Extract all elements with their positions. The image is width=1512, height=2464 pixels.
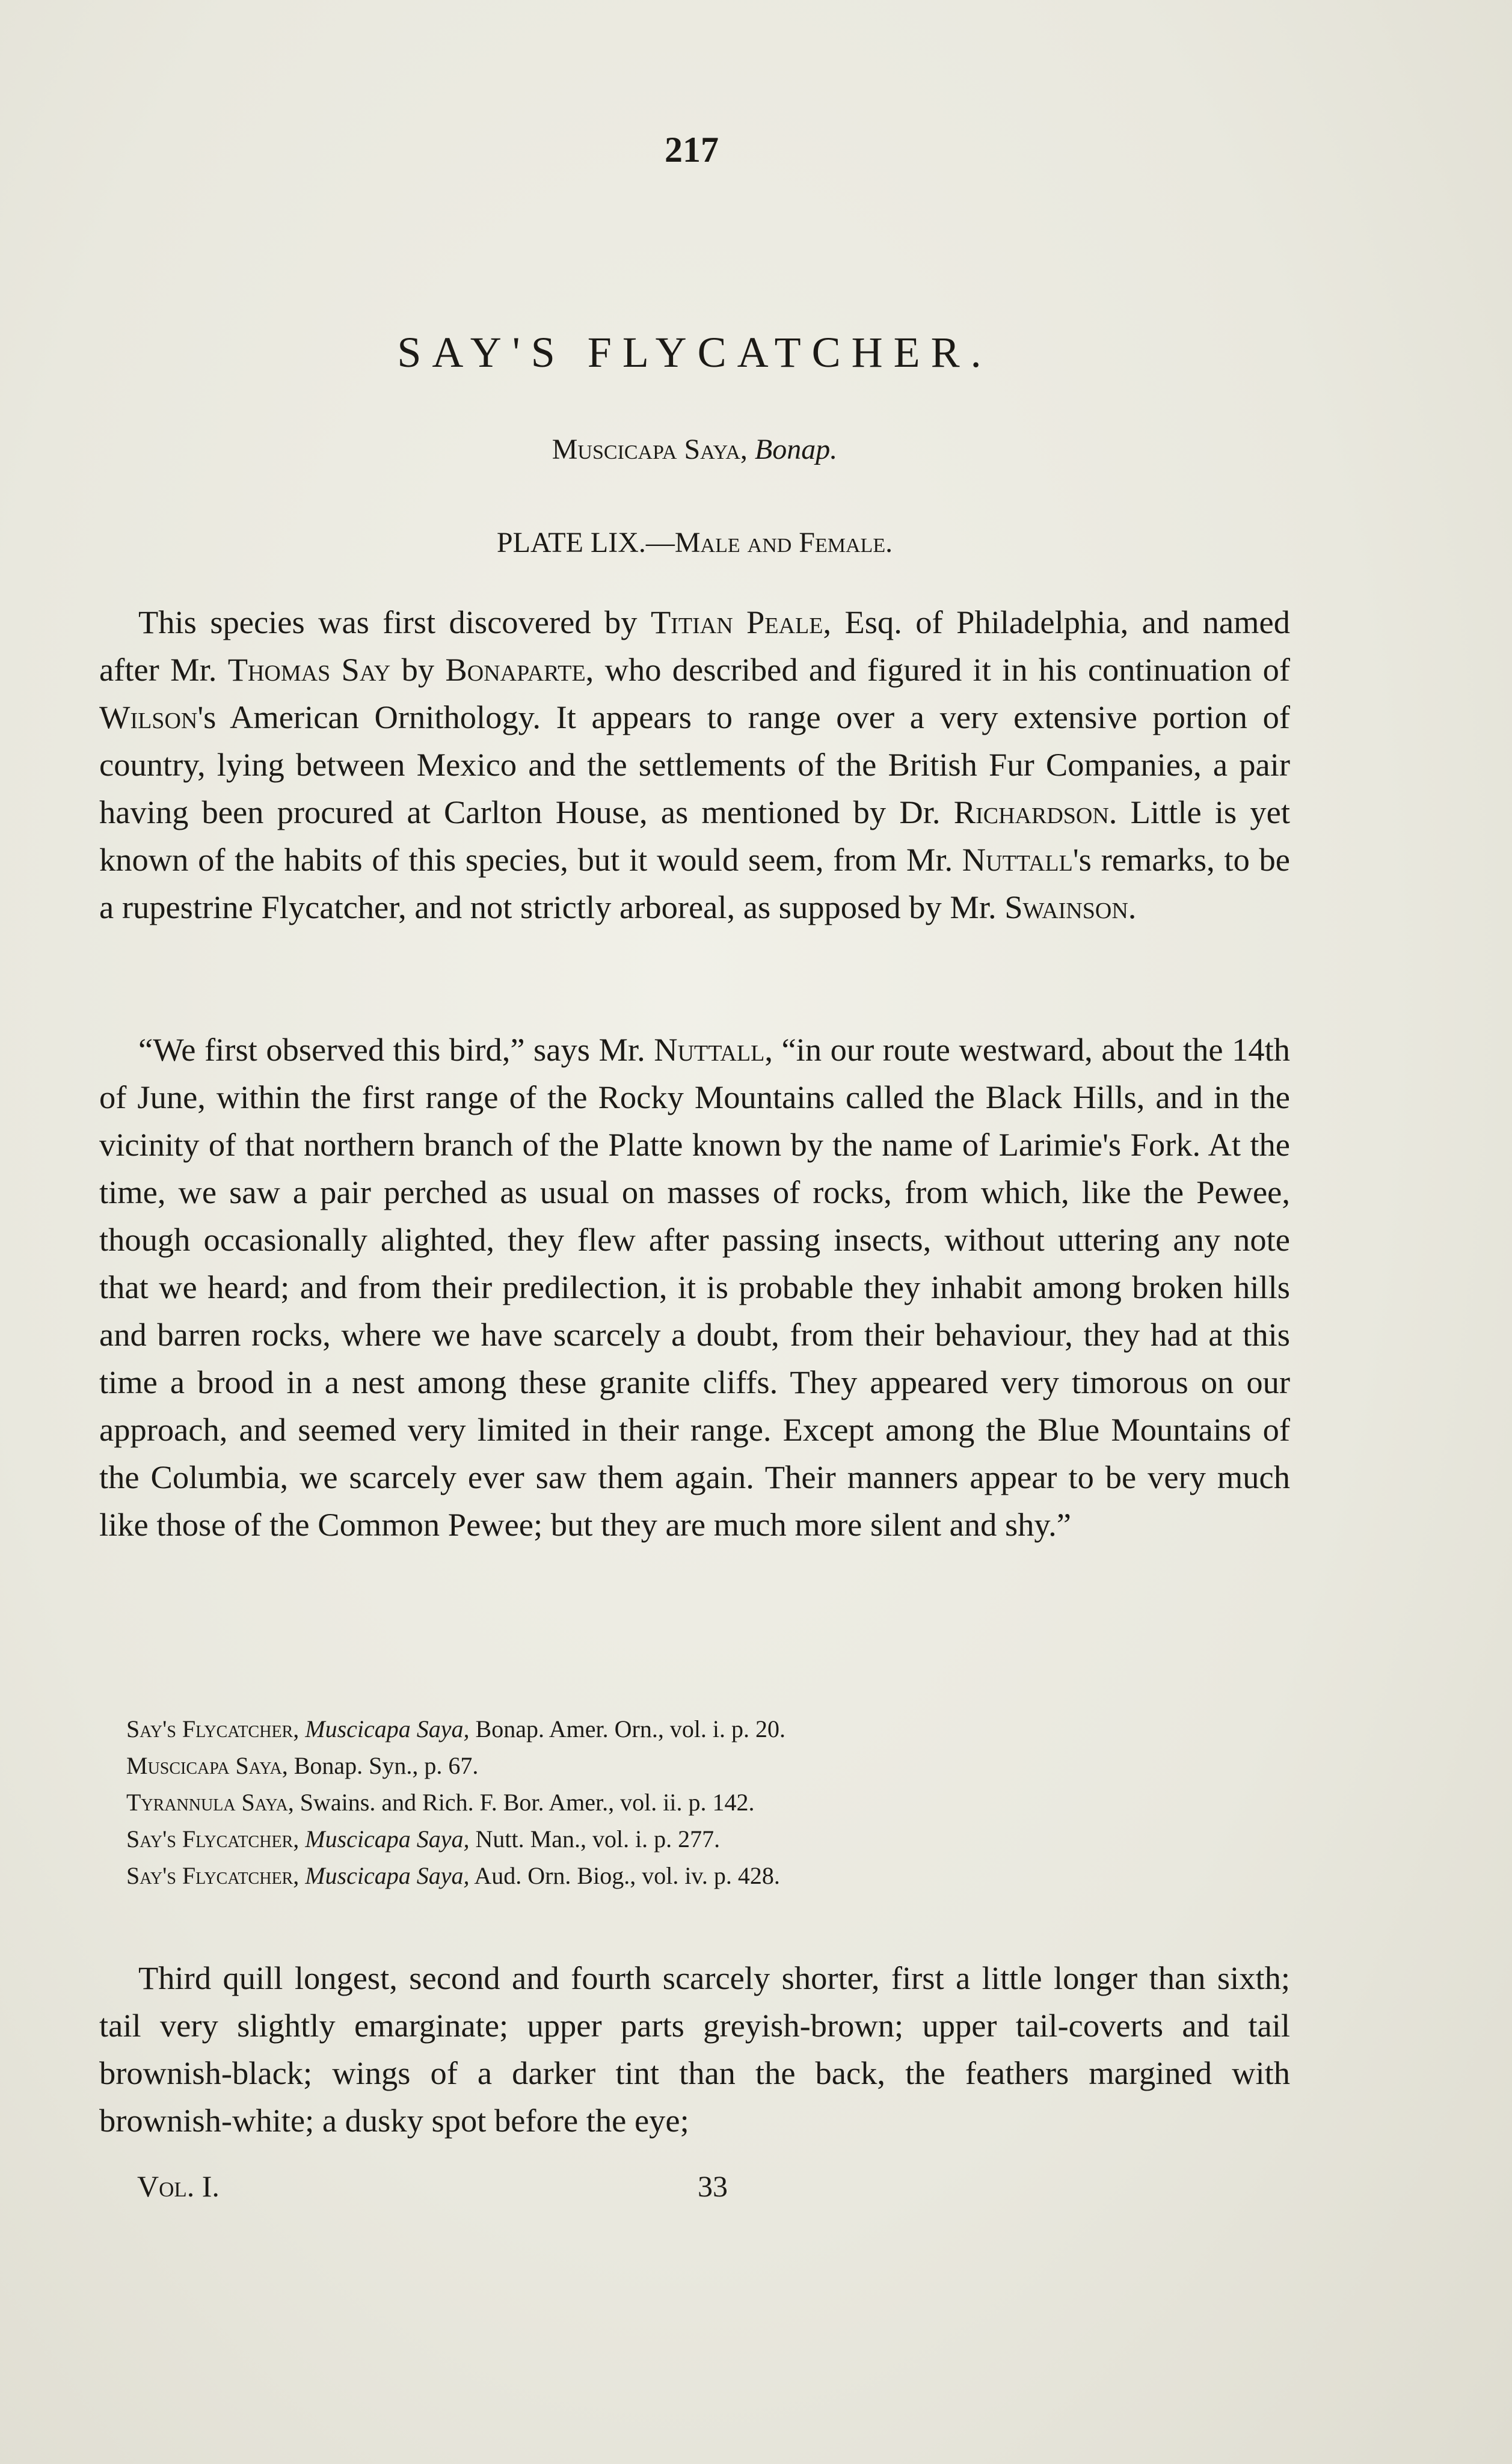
page-title: SAY'S FLYCATCHER. (397, 328, 992, 376)
scientific-name-authority: Bonap. (754, 434, 838, 465)
para1-text-7: 's remarks, to be a rupestrine Flycatcher, and not strictly arboreal, as supposed by Mr. (99, 841, 1290, 925)
para1-name-7: Swainson (1004, 889, 1128, 925)
synonym-binomial: Muscicapa Saya, (305, 1715, 470, 1742)
para1-name-6: Nuttall (962, 841, 1073, 878)
para1-text-2: , Esq. of Philadelphia, and named after Mr. (99, 604, 1291, 688)
synonym-reference: Aud. Orn. Biog., vol. iv. p. 428. (474, 1862, 780, 1889)
paragraph-nuttall-quote (99, 1026, 1290, 1548)
para1-name-2: Thomas Say (227, 651, 391, 688)
synonym-name: Muscicapa Saya, (126, 1752, 288, 1779)
synonym-reference: Nutt. Man., vol. i. p. 277. (475, 1825, 721, 1853)
para2-text-1: “We first observed this bird,” says Mr. (138, 1031, 654, 1068)
para1-text-1: This species was first discovered by (138, 604, 651, 640)
para1-name-1: Titian Peale (650, 604, 823, 640)
scientific-name (0, 433, 1389, 466)
page-number: 217 (665, 130, 719, 170)
para2-text-2: , “in our route westward, about the 14th of June, within the first range of the Rocky Mountains called the Black Hills, and in the vicinity of that northern branch of the Platte known by the name of Larimie's Fork. At the time, we saw a pair perched as usual on masses of rocks, from which, like the Pewee, though occasionally alighted, they flew after passing insects, without uttering any note that we heard; and from their predilection, it is probable they inhabit among broken hills and barren rocks, where we have scarcely a doubt, from their behaviour, they had at this time a brood in a nest among these granite cliffs. They appeared very timorous on our approach, and seemed very limited in their range. Except among the Blue Mountains of the Columbia, we scarcely ever saw them again. Their manners appear to be very much like those of the Common Pewee; but they are much more silent and shy.” (99, 1031, 1290, 1543)
paragraph-description: Third quill longest, second and fourth scarcely shorter, first a little longer than sixth; tail very slightly emarginate; upper parts greyish-brown; upper tail-coverts and tail brownish-black; wings of a darker tint than the back, the feathers margined with brownish-white; a dusky spot before the eye; (99, 1960, 1290, 2139)
para1-text-5: 's American Ornithology. It appears to range over a very extensive portion of country, lying between Mexico and the settlements of the British Fur Companies, a pair having been procured at Carlton House, as mentioned by Dr. (99, 699, 1290, 830)
synonym-entry (126, 1747, 785, 1784)
paragraph-introduction (99, 598, 1290, 931)
plate-caption (0, 526, 1389, 559)
para1-text-4: , who described and figured it in his continuation of (585, 651, 1291, 688)
para1-text-3: by (390, 651, 446, 688)
synonym-entry (126, 1821, 785, 1857)
synonym-name: Say's Flycatcher, (126, 1715, 300, 1742)
synonym-reference: Bonap. Syn., p. 67. (293, 1752, 479, 1779)
synonym-name: Say's Flycatcher, (126, 1825, 300, 1853)
para1-text-8: . (1128, 889, 1137, 925)
signature-mark: 33 (698, 2169, 728, 2203)
synonym-binomial: Muscicapa Saya, (305, 1825, 470, 1853)
synonym-reference: Bonap. Amer. Orn., vol. i. p. 20. (475, 1715, 786, 1742)
scientific-name-text: Muscicapa Saya, (552, 434, 748, 465)
synonymy-list (126, 1711, 785, 1894)
synonym-reference: Swains. and Rich. F. Bor. Amer., vol. ii. p. 142. (300, 1789, 755, 1816)
synonym-name: Say's Flycatcher, (126, 1862, 300, 1889)
para1-name-4: Wilson (99, 699, 198, 735)
synonym-entry (126, 1857, 785, 1894)
synonym-entry (126, 1711, 785, 1747)
plate-subject: Male and Female. (674, 527, 893, 559)
para1-name-5: Richardson (953, 794, 1109, 830)
para1-text-6: . Little is yet known of the habits of this species, but it would seem, from Mr. (99, 794, 1291, 878)
plate-dash: — (645, 527, 675, 559)
para1-name-3: Bonaparte (445, 651, 586, 688)
plate-label: PLATE LIX. (496, 527, 646, 559)
para2-name-1: Nuttall (654, 1031, 765, 1068)
synonym-binomial: Muscicapa Saya, (305, 1862, 470, 1889)
volume-label: Vol. I. (137, 2169, 220, 2203)
synonym-name: Tyrannula Saya, (126, 1789, 294, 1816)
synonym-entry (126, 1784, 785, 1821)
